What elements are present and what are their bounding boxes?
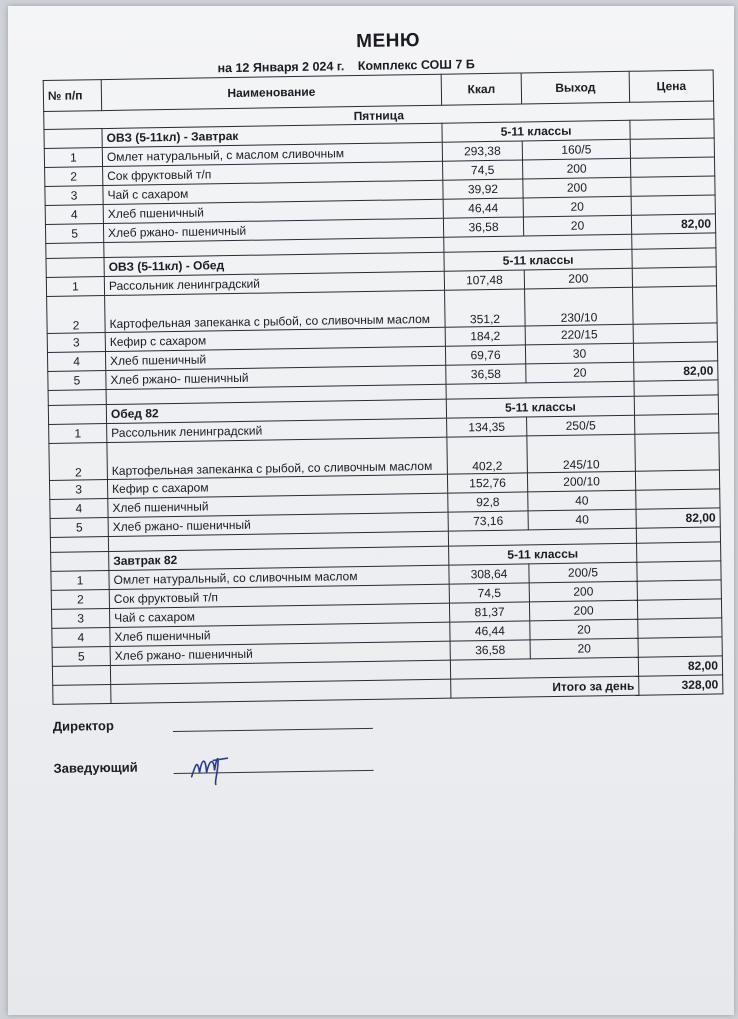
item-name: Картофельная запеканка с рыбой, со сливочным маслом (107, 437, 448, 479)
item-yield: 40 (528, 509, 636, 530)
item-kcal: 69,76 (445, 345, 525, 365)
item-name: Рассольник ленинградский (104, 271, 444, 295)
item-yield: 220/15 (525, 324, 633, 345)
item-name: Рассольник ленинградский (107, 418, 447, 442)
item-kcal: 81,37 (449, 602, 529, 622)
item-name: Хлеб ржано- пшеничный (110, 641, 450, 665)
item-yield: 200 (523, 158, 631, 179)
item-number: 5 (52, 647, 110, 667)
item-number: 2 (47, 296, 106, 334)
item-number: 2 (49, 443, 108, 481)
item-kcal: 73,16 (448, 511, 528, 531)
item-kcal: 74,5 (449, 583, 529, 603)
item-kcal: 134,35 (447, 417, 527, 437)
item-number: 3 (52, 609, 110, 629)
section-price: 82,00 (634, 361, 718, 381)
col-header-price: Цена (629, 70, 713, 102)
item-number: 4 (47, 352, 105, 372)
item-kcal: 308,64 (449, 564, 529, 584)
item-kcal: 293,38 (442, 141, 522, 161)
complex-name: Комплекс СОШ 7 Б (357, 57, 475, 74)
item-kcal: 184,2 (445, 326, 525, 346)
menu-document (42, 25, 726, 802)
item-name: Чай с сахаром (110, 603, 450, 627)
manager-label: Заведующий (53, 759, 138, 776)
total-label: Итого за день (451, 676, 639, 698)
item-number: 3 (49, 480, 107, 500)
item-kcal: 46,44 (450, 621, 530, 641)
total-value: 328,00 (639, 675, 723, 695)
item-yield: 40 (528, 490, 636, 511)
item-kcal: 351,2 (445, 289, 526, 327)
item-yield: 30 (525, 343, 633, 364)
item-number: 4 (45, 205, 103, 225)
item-kcal: 36,58 (450, 640, 530, 660)
item-yield: 230/10 (525, 287, 634, 326)
item-kcal: 152,76 (447, 473, 527, 493)
item-number: 4 (50, 499, 108, 519)
item-number: 5 (50, 518, 108, 538)
item-yield: 160/5 (522, 139, 630, 160)
section-name: Обед 82 (106, 399, 446, 423)
section-price: 82,00 (638, 656, 722, 676)
col-header-yield: Выход (521, 71, 629, 104)
item-name: Сок фруктовый т/п (103, 161, 443, 185)
item-number: 3 (47, 333, 105, 353)
item-yield: 20 (523, 196, 631, 217)
item-name: Сок фруктовый т/п (109, 584, 449, 608)
item-yield: 250/5 (527, 415, 635, 436)
item-name: Хлеб пшеничный (105, 346, 445, 370)
item-kcal: 92,8 (448, 492, 528, 512)
director-label: Директор (52, 717, 114, 734)
item-yield: 245/10 (527, 434, 636, 473)
handwritten-signature (187, 746, 248, 787)
item-yield: 200 (529, 600, 637, 621)
item-number: 1 (44, 148, 102, 168)
item-name: Картофельная запеканка с рыбой, со сливочным маслом (105, 290, 446, 332)
item-kcal: 402,2 (447, 436, 528, 474)
col-header-kcal: Ккал (441, 73, 521, 105)
item-yield: 20 (523, 215, 631, 236)
item-yield: 200 (529, 581, 637, 602)
section-name: ОВЗ (5-11кл) - Обед (104, 252, 444, 276)
paper-sheet (8, 6, 734, 1015)
item-yield: 20 (530, 638, 638, 659)
item-name: Омлет натуральный, с маслом сливочным (102, 142, 442, 166)
item-yield: 200/5 (529, 562, 637, 583)
item-number: 2 (45, 167, 103, 187)
item-name: Хлеб ржано- пшеничный (106, 365, 446, 389)
item-yield: 200 (523, 177, 631, 198)
item-name: Чай с сахаром (103, 180, 443, 204)
item-kcal: 36,58 (443, 217, 523, 237)
item-kcal: 36,58 (446, 364, 526, 384)
item-name: Хлеб ржано- пшеничный (108, 512, 448, 536)
col-header-name: Наименование (101, 74, 441, 110)
item-kcal: 39,92 (443, 179, 523, 199)
section-classes: 5-11 классы (442, 120, 630, 142)
section-name: ОВЗ (5-11кл) - Завтрак (102, 123, 442, 147)
item-name: Хлеб пшеничный (110, 622, 450, 646)
item-number: 5 (45, 224, 103, 244)
section-price: 82,00 (631, 214, 715, 234)
signatures-block (53, 708, 726, 803)
item-name: Омлет натуральный, со сливочным маслом (109, 565, 449, 589)
item-name: Кефир с сахаром (105, 327, 445, 351)
day-name: Пятница (44, 101, 714, 130)
section-classes: 5-11 классы (449, 543, 637, 565)
col-header-number: № п/п (43, 80, 101, 112)
item-kcal: 107,48 (444, 270, 524, 290)
item-yield: 20 (530, 619, 638, 640)
item-name: Хлеб пшеничный (108, 493, 448, 517)
item-yield: 20 (526, 362, 634, 383)
section-name: Завтрак 82 (109, 546, 449, 570)
item-yield: 200/10 (527, 471, 635, 492)
section-classes: 5-11 классы (444, 249, 632, 271)
document-title: МЕНЮ (356, 30, 421, 53)
item-kcal: 74,5 (443, 160, 523, 180)
section-classes: 5-11 классы (446, 396, 634, 418)
item-name: Хлеб пшеничный (103, 199, 443, 223)
item-number: 2 (51, 590, 109, 610)
item-number: 1 (51, 571, 109, 591)
item-name: Кефир с сахаром (107, 474, 447, 498)
item-yield: 200 (524, 268, 632, 289)
item-number: 3 (45, 186, 103, 206)
item-kcal: 46,44 (443, 198, 523, 218)
item-number: 1 (46, 277, 104, 297)
item-name: Хлеб ржано- пшеничный (103, 218, 443, 242)
item-number: 4 (52, 628, 110, 648)
section-price: 82,00 (636, 508, 720, 528)
menu-table (43, 69, 724, 704)
director-signature-line (173, 728, 373, 732)
item-number: 5 (48, 371, 106, 391)
menu-date: на 12 Января 2 024 г. (217, 59, 345, 76)
item-number: 1 (49, 424, 107, 444)
